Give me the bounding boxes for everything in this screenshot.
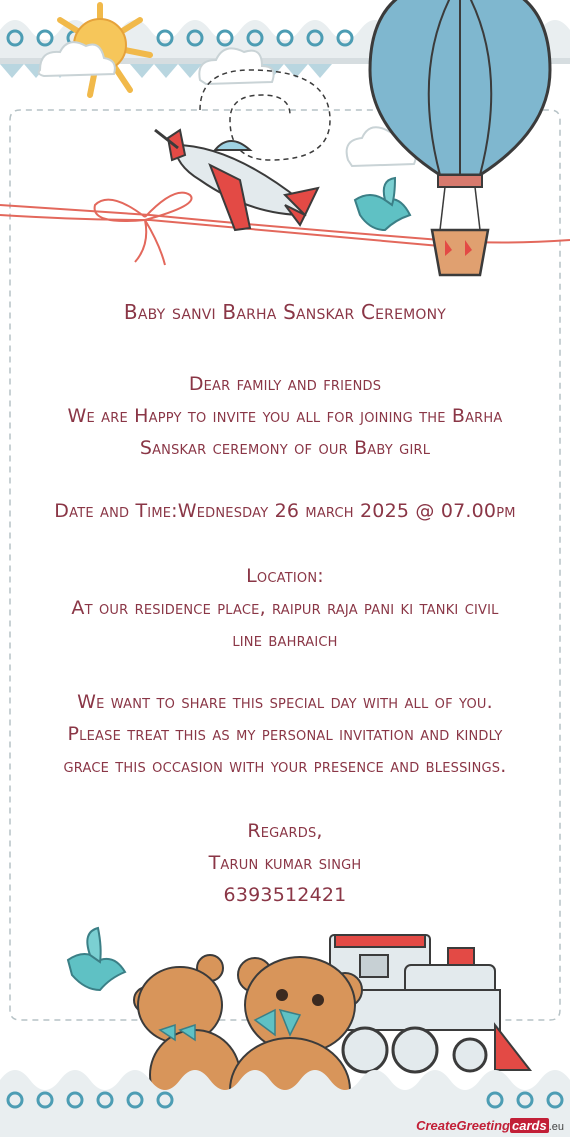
message-line-2: Please treat this as my personal invitation and kindly: [67, 723, 503, 745]
phone-number: 6393512421: [223, 884, 347, 906]
message-line-3: grace this occasion with your presence and blessings.: [63, 755, 507, 777]
location-line-2: line bahraich: [232, 629, 338, 651]
ceremony-title: Baby sanvi Barha Sanskar Ceremony: [123, 300, 447, 324]
invite-line-1: We are Happy to invite you all for joining the Barha: [67, 405, 503, 427]
greeting: Dear family and friends: [188, 373, 382, 395]
brand-part-3: .eu: [548, 1121, 564, 1133]
brand-logo[interactable]: [416, 1118, 564, 1133]
brand-part-1: CreateGreeting: [416, 1118, 510, 1133]
location-label: Location:: [246, 565, 324, 587]
invite-line-2: Sanskar ceremony of our Baby girl: [139, 437, 431, 459]
bird-bottom-illustration: [68, 928, 125, 990]
airplane-illustration: [155, 130, 318, 230]
message-line-1: We want to share this special day with all of you.: [77, 691, 493, 713]
brand-part-2: cards: [512, 1118, 547, 1133]
date-time: Date and Time:Wednesday 26 march 2025 @ 07.00pm: [54, 500, 516, 522]
bird-top-illustration: [355, 178, 410, 230]
train-illustration: [330, 935, 530, 1072]
location-line-1: At our residence place, raipur raja pani ki tanki civil: [71, 597, 499, 619]
hot-air-balloon-illustration: [370, 0, 550, 275]
sender-name: Tarun kumar singh: [208, 852, 362, 874]
regards: Regards,: [247, 820, 323, 842]
